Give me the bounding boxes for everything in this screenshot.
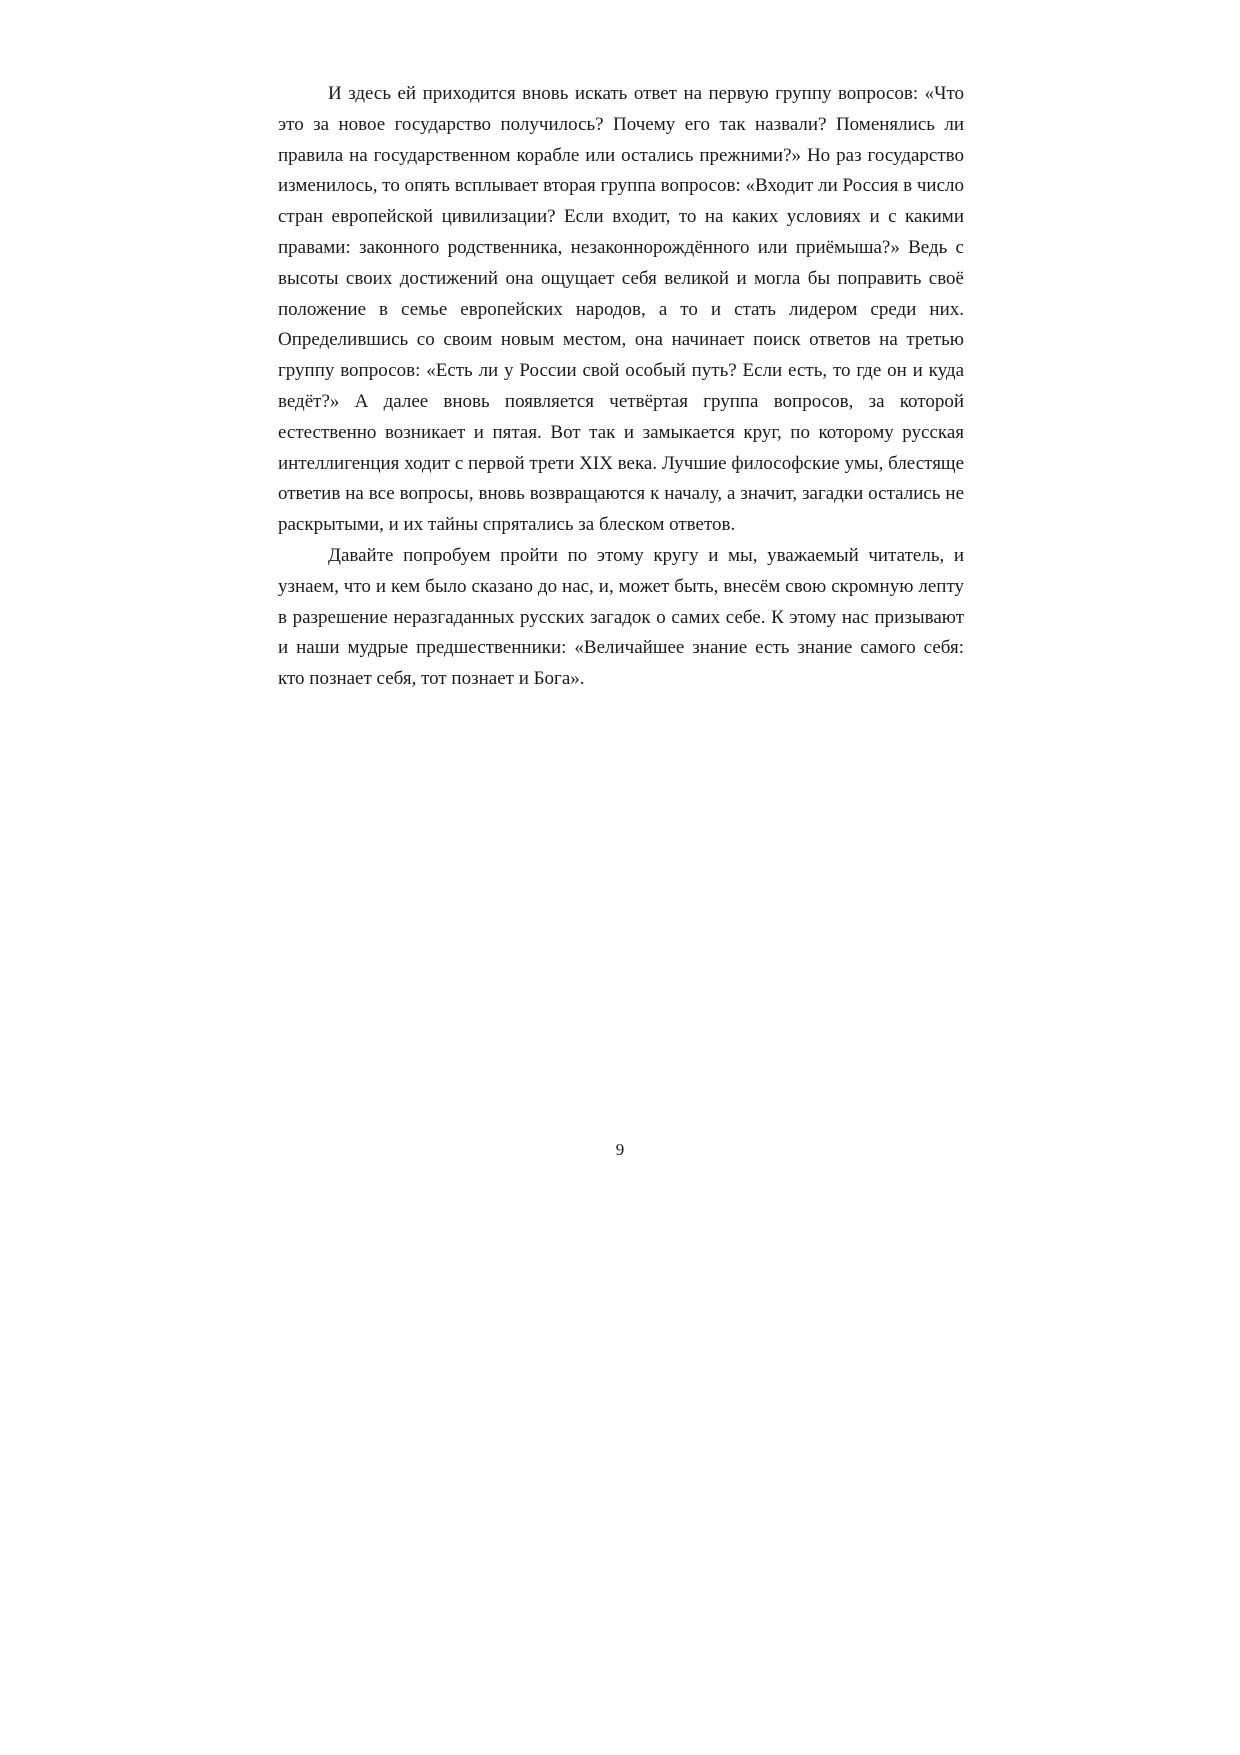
page-number: 9	[615, 1140, 625, 1159]
paragraph-1: И здесь ей приходится вновь искать ответ на первую группу вопросов: «Что это за новое государство получилось? Почему его так назвали? Поменялись ли правила на государственном корабле или остались прежними?» Но раз государство изменилось, то опять всплывает вторая группа вопросов: «Входит ли Россия в число стран европейской цивилизации? Если входит, то на каких условиях и с какими правами: законного родственника, незаконнорождённого или приёмыша?» Ведь с высоты своих достижений она ощущает себя великой и могла бы поправить своё положение в семье европейских народов, а то и стать лидером среди них. Определившись со своим новым местом, она начинает поиск ответов на третью группу вопросов: «Есть ли у России свой особый путь? Если есть, то где он и куда ведёт?» А далее вновь появляется четвёртая группа вопросов, за которой естественно возникает и пятая. Вот так и замыкается круг, по которому русская интеллигенция ходит с первой трети XIX века. Лучшие философские умы, блестяще ответив на все вопросы, вновь возвращаются к началу, а значит, загадки остались не раскрытыми, и их тайны спрятались за блеском ответов.	[278, 83, 964, 536]
body-text	[278, 79, 964, 695]
paragraph-2: Давайте попробуем пройти по этому кругу и мы, уважаемый читатель, и узнаем, что и кем было сказано до нас, и, может быть, внесём свою скромную лепту в разрешение неразгаданных русских загадок о самих себе. К этому нас призывают и наши мудрые предшественники: «Величайшее знание есть знание самого себя: кто познает себя, тот познает и Бога».	[278, 544, 964, 690]
